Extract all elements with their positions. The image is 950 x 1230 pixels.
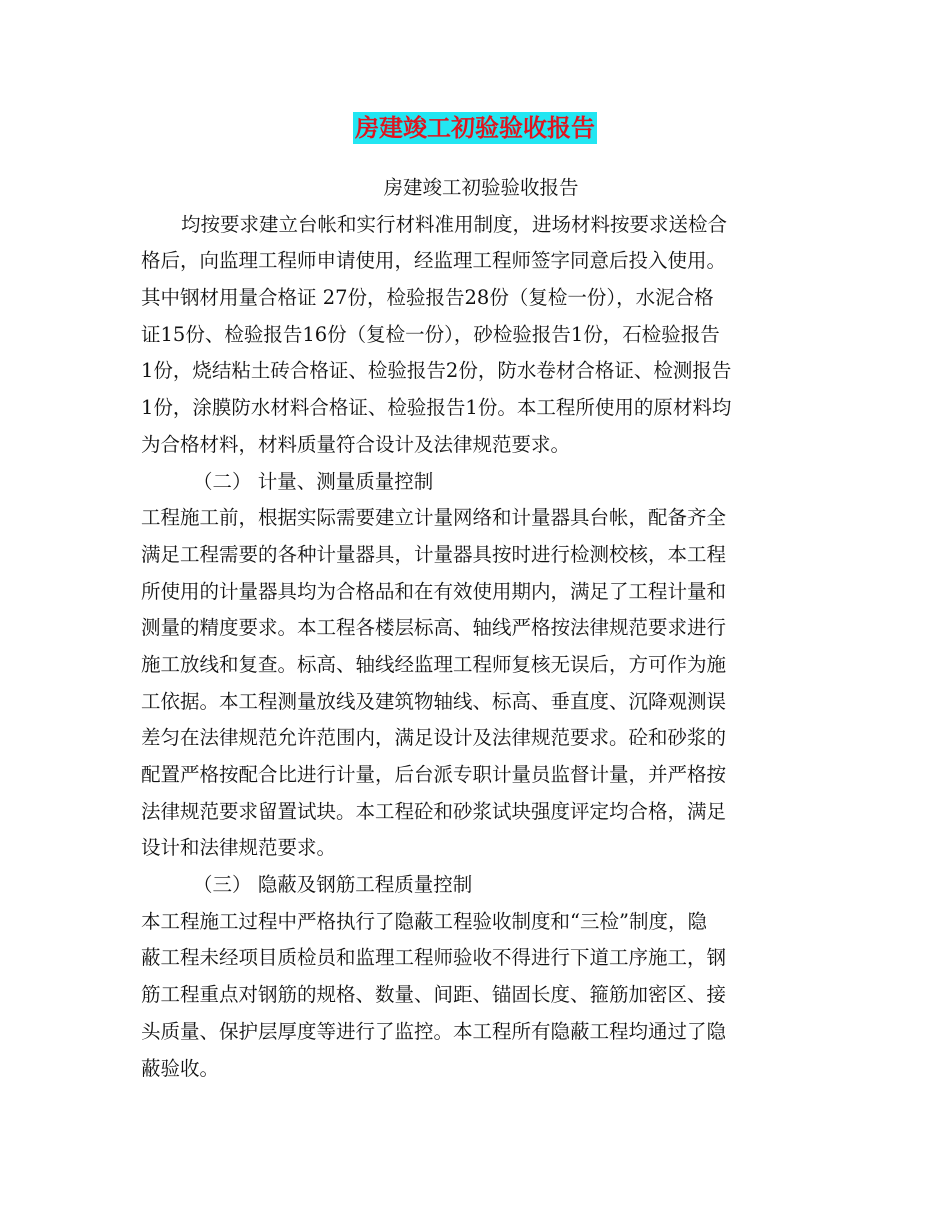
paragraph-line: 差匀在法律规范允许范围内，满足设计及法律规范要求。砼和砂浆的 — [141, 726, 727, 750]
paragraph-line: 施工放线和复查。标高、轴线经监理工程师复核无误后，方可作为施 — [141, 652, 727, 676]
paragraph-line: 筋工程重点对钢筋的规格、数量、间距、锚固长度、箍筋加密区、接 — [141, 983, 727, 1007]
document-body — [141, 170, 801, 1087]
paragraph-line: 满足工程需要的各种计量器具，计量器具按时进行检测校核，本工程 — [141, 542, 727, 566]
paragraph-line: 头质量、保护层厚度等进行了监控。本工程所有隐蔽工程均通过了隐 — [141, 1019, 727, 1043]
paragraph-line: 为合格材料，材料质量符合设计及法律规范要求。 — [141, 432, 571, 456]
paragraph-line: 测量的精度要求。本工程各楼层标高、轴线严格按法律规范要求进行 — [141, 616, 727, 640]
paragraph-line: 设计和法律规范要求。 — [141, 836, 337, 860]
title-container — [0, 112, 950, 144]
document-subtitle: 房建竣工初验验收报告 — [383, 176, 579, 199]
paragraph-line: 蔽工程未经项目质检员和监理工程师验收不得进行下道工序施工，钢 — [141, 946, 727, 970]
paragraph-line: 蔽验收。 — [141, 1056, 220, 1080]
paragraph-line: 其中钢材用量合格证 27份，检验报告28份（复检一份），水泥合格 — [141, 286, 714, 310]
paragraph-line: 工程施工前，根据实际需要建立计量网络和计量器具台帐，配备齐全 — [141, 506, 727, 530]
document-title: 房建竣工初验验收报告 — [355, 113, 595, 142]
paragraph-line: 均按要求建立台帐和实行材料准用制度，进场材料按要求送检合 — [181, 212, 728, 236]
paragraph-line: 格后，向监理工程师申请使用，经监理工程师签字同意后投入使用。 — [141, 249, 727, 273]
paragraph-line: 本工程施工过程中严格执行了隐蔽工程验收制度和“三检”制度，隐 — [141, 909, 707, 933]
paragraph-line: 配置严格按配合比进行计量，后台派专职计量员监督计量，并严格按 — [141, 763, 727, 786]
paragraph-line: 1份，烧结粘土砖合格证、检验报告2份，防水卷材合格证、检测报告 — [141, 359, 732, 383]
paragraph-line: 工依据。本工程测量放线及建筑物轴线、标高、垂直度、沉降观测误 — [141, 689, 727, 713]
section-heading: （三） 隐蔽及钢筋工程质量控制 — [193, 873, 473, 897]
section-heading: （二） 计量、测量质量控制 — [193, 469, 434, 493]
paragraph-line: 证15份、检验报告16份（复检一份），砂检验报告1份，石检验报告 — [141, 322, 720, 346]
paragraph-line: 1份，涂膜防水材料合格证、检验报告1份。本工程所使用的原材料均 — [141, 396, 732, 420]
paragraph-line: 所使用的计量器具均为合格品和在有效使用期内，满足了工程计量和 — [141, 579, 727, 603]
paragraph-line: 法律规范要求留置试块。本工程砼和砂浆试块强度评定均合格，满足 — [141, 799, 727, 823]
